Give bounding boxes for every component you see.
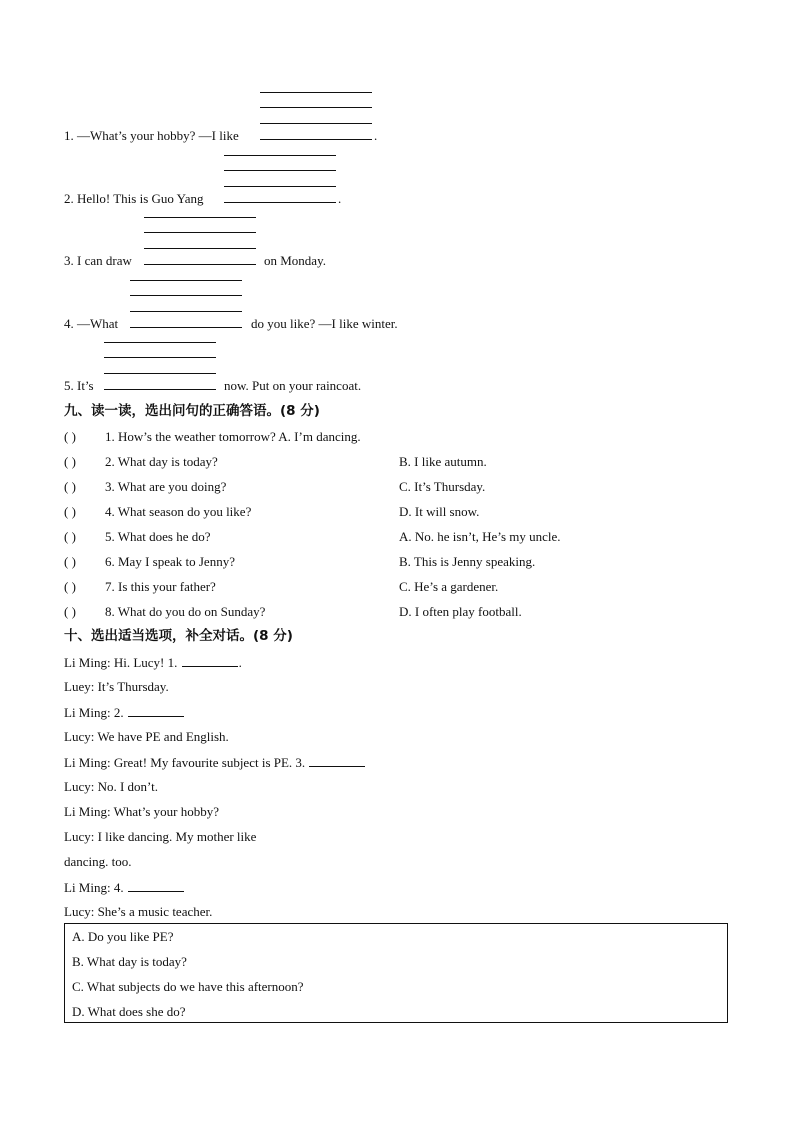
dialogue-line [64, 679, 169, 695]
answer-bracket[interactable]: ( ) [64, 579, 76, 594]
answer-line[interactable] [144, 232, 256, 233]
answer-option: B. This is Jenny speaking. [399, 554, 536, 569]
fill-in-text: . [338, 191, 342, 206]
dialogue-text: Lucy: No. I don’t. [64, 779, 158, 794]
answer-bracket[interactable]: ( ) [64, 479, 76, 494]
answer-blank[interactable] [309, 754, 365, 767]
answer-option: D. It will snow. [399, 504, 480, 519]
question-text: 6. May I speak to Jenny? [105, 554, 235, 569]
option-item: B. What day is today? [72, 954, 187, 969]
answer-bracket[interactable]: ( ) [64, 429, 76, 444]
section-title: 九、读一读，选出问句的正确答语。(8 分) [64, 403, 320, 419]
dialogue-line [64, 804, 219, 820]
answer-bracket[interactable]: ( ) [64, 529, 76, 544]
dialogue-text: Lucy: I like dancing. My mother like [64, 829, 257, 844]
answer-line[interactable] [144, 248, 256, 249]
fill-in-text: . [374, 128, 378, 143]
dialogue-line [64, 829, 256, 845]
dialogue-text: Lucy: We have PE and English. [64, 729, 229, 744]
fill-in-text: 2. Hello! This is Guo Yang [64, 191, 204, 206]
dialogue-text: Li Ming: Great! My favourite subject is PE. 3. [64, 755, 306, 770]
answer-line[interactable] [144, 264, 256, 265]
dialogue-text: Lucy: She’s a music teacher. [64, 904, 213, 919]
dialogue-line [64, 854, 132, 870]
question-text: 4. What season do you like? [105, 504, 252, 519]
answer-option: B. I like autumn. [399, 454, 487, 469]
dialogue-text: Li Ming: 4. [64, 880, 124, 895]
section-title: 十、选出适当选项，补全对话。(8 分) [64, 628, 293, 644]
question-text: 1. How’s the weather tomorrow? A. I’m dancing. [105, 429, 361, 444]
dialogue-line [64, 904, 212, 920]
dialogue-text: dancing. too. [64, 854, 132, 869]
answer-line[interactable] [104, 357, 216, 358]
fill-in-text: do you like? —I like winter. [251, 316, 398, 331]
answer-option: A. No. he isn’t, He’s my uncle. [399, 529, 561, 544]
answer-blank[interactable] [128, 879, 184, 892]
answer-line[interactable] [260, 139, 372, 140]
options-box [64, 923, 728, 1023]
dialogue-line [64, 754, 366, 771]
dialogue-line [64, 654, 242, 671]
dialogue-line [64, 779, 158, 795]
answer-line[interactable] [260, 123, 372, 124]
option-item: A. Do you like PE? [72, 929, 174, 944]
question-text: 2. What day is today? [105, 454, 218, 469]
question-text: 5. What does he do? [105, 529, 211, 544]
answer-blank[interactable] [128, 704, 184, 717]
answer-line[interactable] [224, 202, 336, 203]
question-text: 3. What are you doing? [105, 479, 227, 494]
fill-in-text: 5. It’s [64, 378, 94, 393]
answer-line[interactable] [260, 92, 372, 93]
answer-line[interactable] [130, 311, 242, 312]
answer-line[interactable] [130, 280, 242, 281]
answer-bracket[interactable]: ( ) [64, 504, 76, 519]
dialogue-text: Luey: It’s Thursday. [64, 679, 169, 694]
answer-option: C. He’s a gardener. [399, 579, 499, 594]
fill-in-text: 3. I can draw [64, 253, 132, 268]
fill-in-text: 1. —What’s your hobby? —I like [64, 128, 239, 143]
dialogue-line [64, 729, 229, 745]
answer-line[interactable] [104, 342, 216, 343]
answer-line[interactable] [130, 295, 242, 296]
answer-line[interactable] [144, 217, 256, 218]
answer-line[interactable] [104, 373, 216, 374]
option-item: D. What does she do? [72, 1004, 186, 1019]
fill-in-text: 4. —What [64, 316, 119, 331]
answer-line[interactable] [224, 186, 336, 187]
answer-option: C. It’s Thursday. [399, 479, 486, 494]
dialogue-text: Li Ming: 2. [64, 705, 124, 720]
dialogue-text: Li Ming: Hi. Lucy! 1. [64, 655, 178, 670]
answer-bracket[interactable]: ( ) [64, 454, 76, 469]
answer-bracket[interactable]: ( ) [64, 554, 76, 569]
answer-blank[interactable] [182, 654, 238, 667]
dialogue-after: . [238, 655, 242, 670]
answer-line[interactable] [104, 389, 216, 390]
question-text: 7. Is this your father? [105, 579, 216, 594]
answer-line[interactable] [224, 155, 336, 156]
question-text: 8. What do you do on Sunday? [105, 604, 266, 619]
option-item: C. What subjects do we have this afternoon? [72, 979, 304, 994]
dialogue-line [64, 879, 185, 896]
answer-bracket[interactable]: ( ) [64, 604, 76, 619]
answer-option: D. I often play football. [399, 604, 522, 619]
dialogue-text: Li Ming: What’s your hobby? [64, 804, 220, 819]
dialogue-line [64, 704, 185, 721]
answer-line[interactable] [260, 107, 372, 108]
fill-in-text: on Monday. [264, 253, 326, 268]
answer-line[interactable] [224, 170, 336, 171]
answer-line[interactable] [130, 327, 242, 328]
fill-in-text: now. Put on your raincoat. [224, 378, 362, 393]
